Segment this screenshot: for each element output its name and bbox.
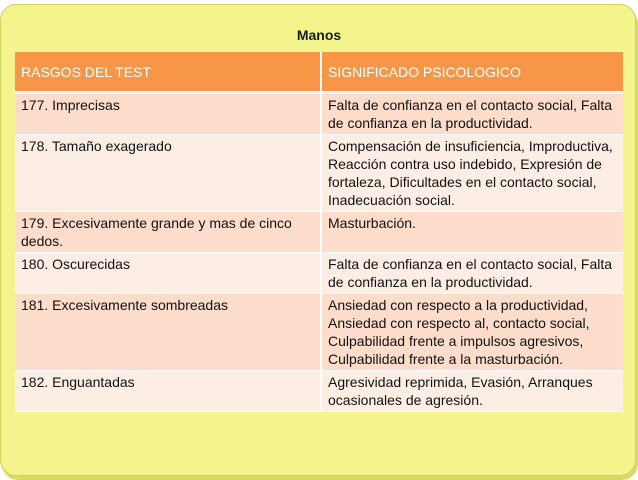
table-row (15, 371, 623, 412)
trait-cell: 177. Imprecisas (15, 93, 321, 135)
header-meaning: SIGNIFICADO PSICOLOGICO (321, 52, 623, 93)
trait-cell: 179. Excesivamente grande y mas de cinco dedos. (15, 212, 321, 253)
meaning-cell: Falta de confianza en el contacto social, Falta de confianza en la productividad. (321, 93, 623, 135)
table-row (15, 93, 623, 135)
table-row (15, 135, 623, 212)
header-traits: RASGOS DEL TEST (15, 52, 321, 93)
trait-cell: 178. Tamaño exagerado (15, 135, 321, 212)
table-row (15, 294, 623, 371)
table-row (15, 212, 623, 253)
trait-cell: 181. Excesivamente sombreadas (15, 294, 321, 371)
trait-cell: 182. Enguantadas (15, 371, 321, 412)
meaning-cell: Falta de confianza en el contacto social, Falta de confianza en la productividad. (321, 253, 623, 294)
trait-cell: 180. Oscurecidas (15, 253, 321, 294)
table-row (15, 253, 623, 294)
slide-frame (0, 4, 636, 476)
meaning-cell: Ansiedad con respecto a la productividad, Ansiedad con respecto al, contacto social, Culpabilidad frente a impulsos agresivos, Culpabilidad frente a la masturbación. (321, 294, 623, 371)
meaning-cell: Compensación de insuficiencia, Improductiva, Reacción contra uso indebido, Expresión de fortaleza, Dificultades en el contacto social, Inadecuación social. (321, 135, 623, 212)
meaning-cell: Masturbación. (321, 212, 623, 253)
traits-table (15, 52, 623, 412)
slide-title: Manos (296, 27, 342, 43)
table-header-row (15, 52, 623, 93)
meaning-cell: Agresividad reprimida, Evasión, Arranques ocasionales de agresión. (321, 371, 623, 412)
